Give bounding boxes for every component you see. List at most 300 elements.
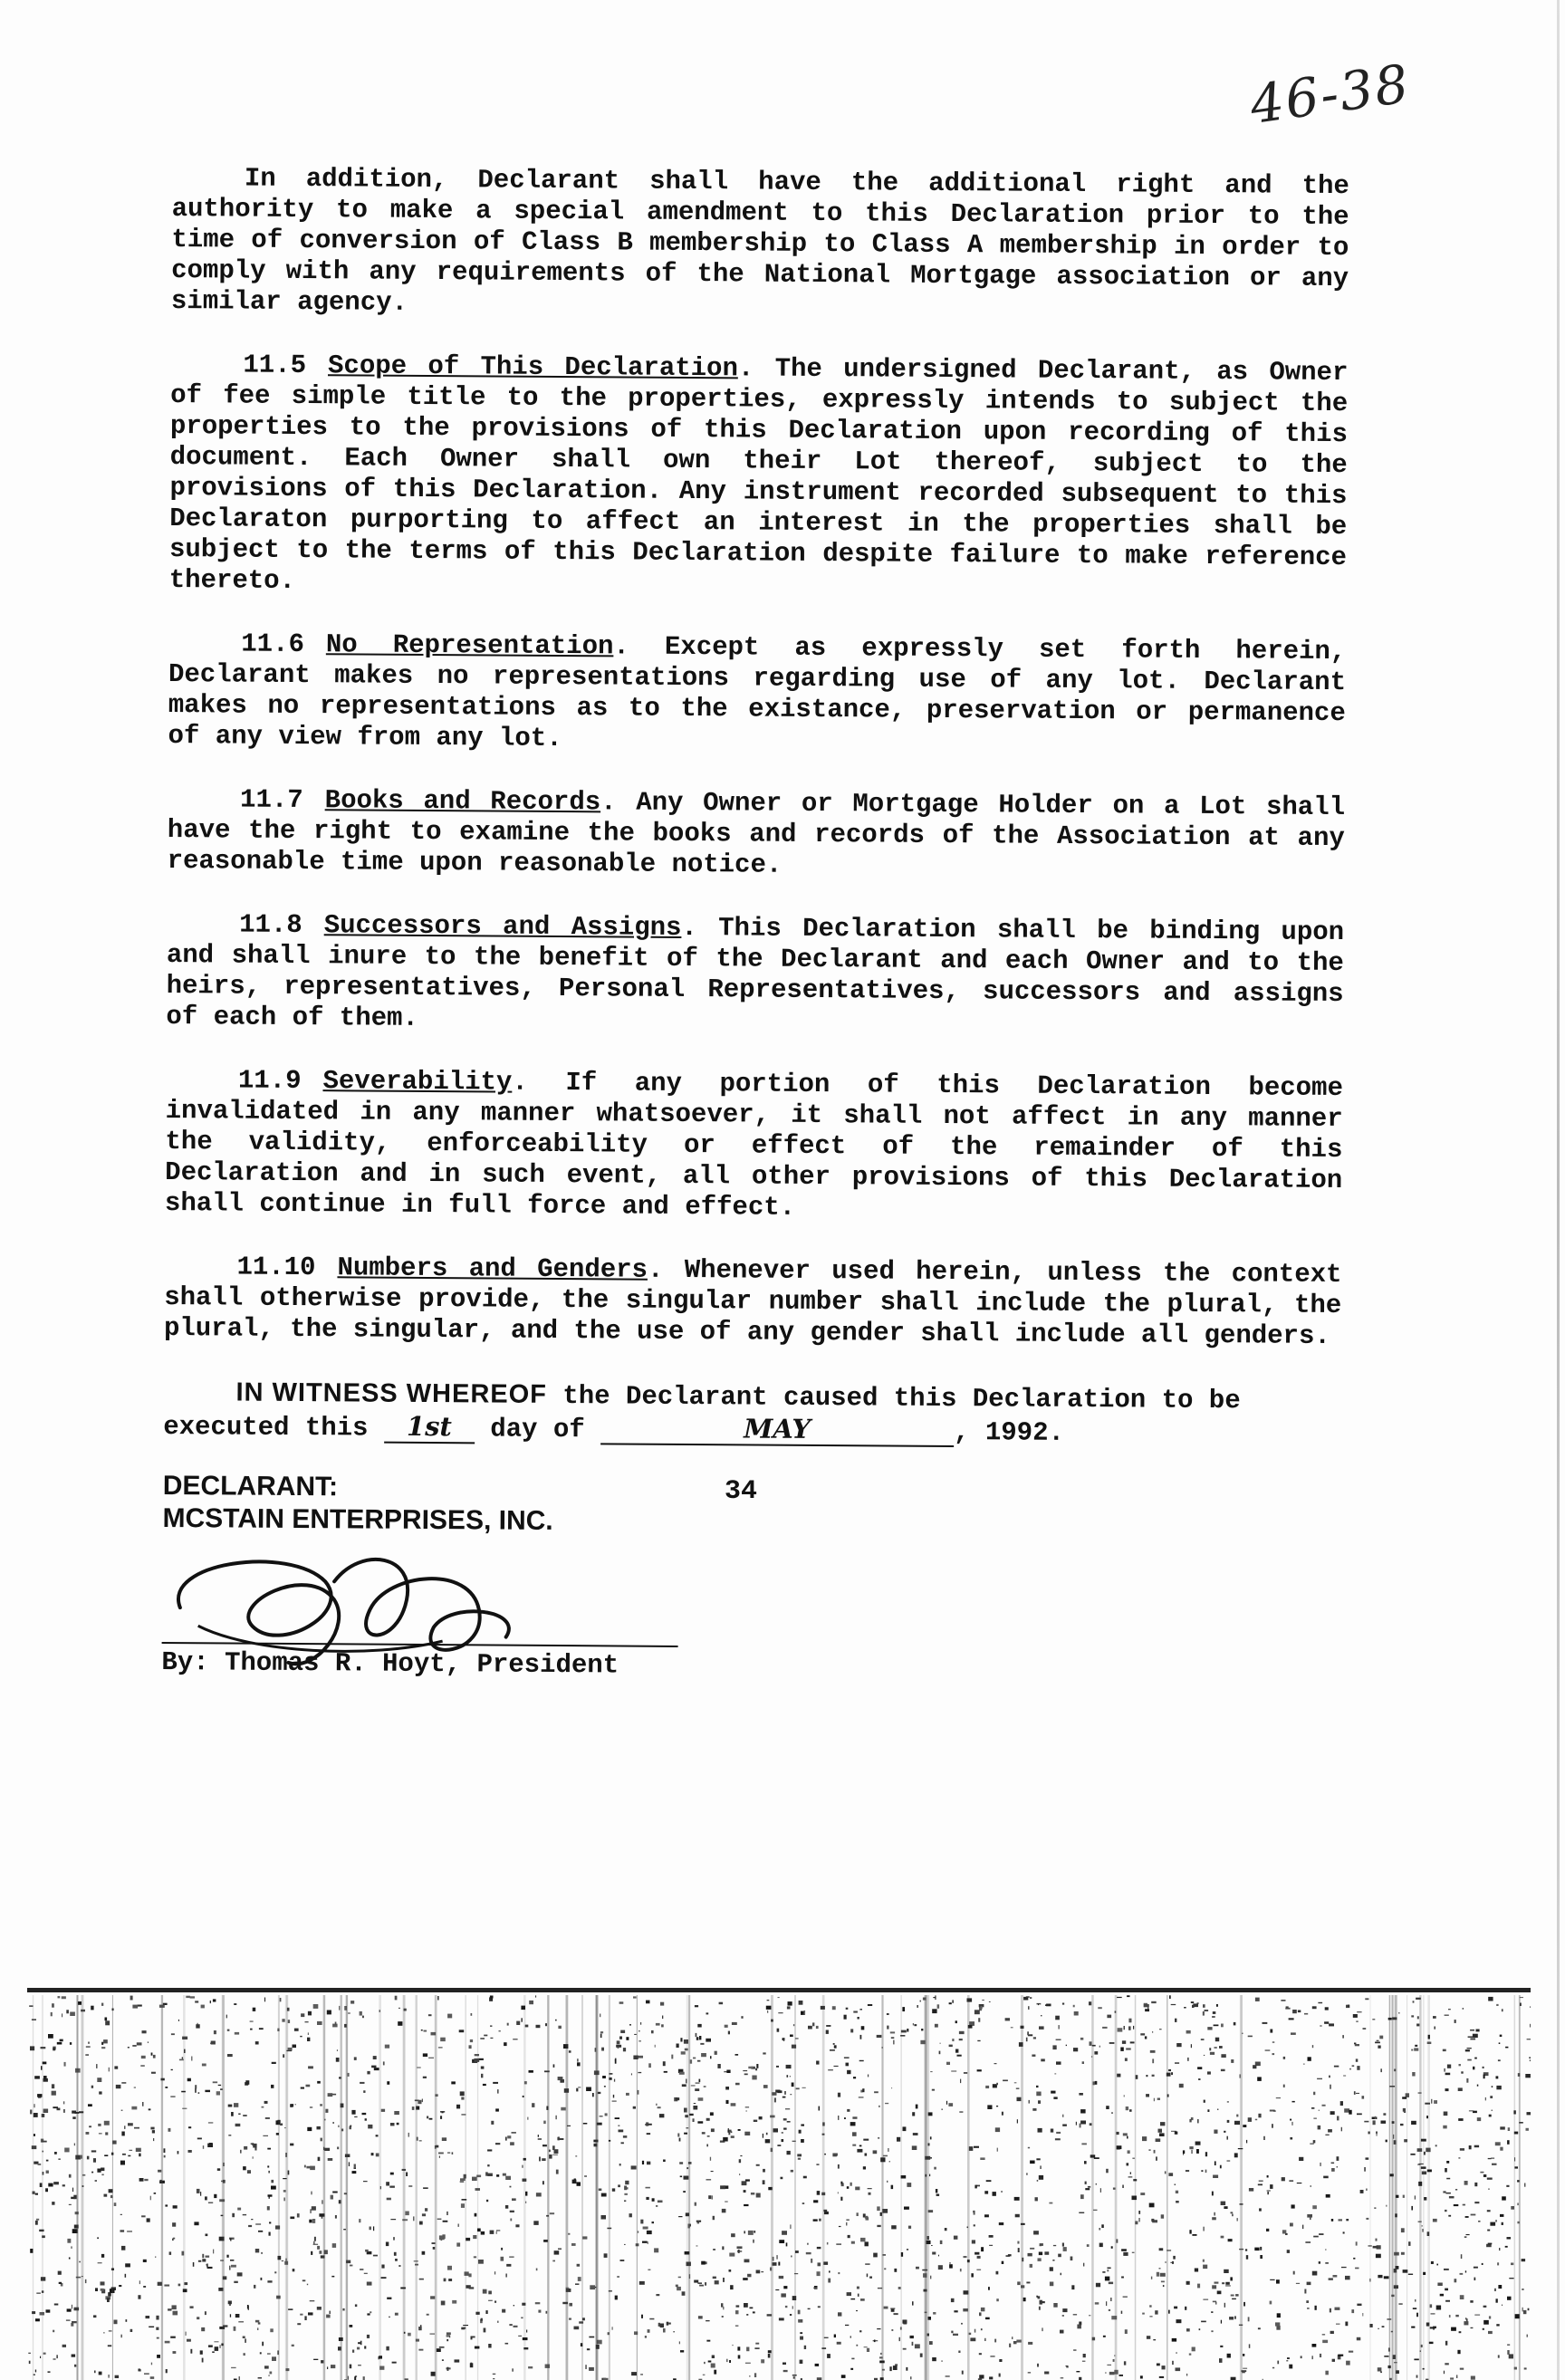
noise-speck: [860, 2238, 866, 2241]
noise-speck: [1160, 2273, 1166, 2277]
noise-speck: [775, 2289, 779, 2290]
noise-speck: [172, 2222, 176, 2227]
noise-speck: [601, 2048, 604, 2051]
noise-speck: [577, 2062, 581, 2066]
noise-speck: [1260, 2247, 1262, 2250]
noise-speck: [1330, 2111, 1335, 2115]
noise-speck: [1458, 2157, 1460, 2158]
noise-speck: [891, 2087, 892, 2088]
noise-speck: [1012, 2337, 1013, 2339]
noise-speck: [1160, 2122, 1165, 2126]
noise-speck: [264, 2101, 268, 2104]
noise-speck: [1253, 2065, 1256, 2068]
noise-speck: [696, 2082, 700, 2083]
noise-speck: [173, 2205, 178, 2208]
noise-streak: [900, 1995, 902, 2380]
noise-speck: [790, 2224, 791, 2229]
noise-speck: [1366, 2157, 1369, 2159]
noise-speck: [173, 2351, 177, 2354]
noise-speck: [834, 2045, 837, 2048]
noise-speck: [1509, 2354, 1513, 2358]
noise-speck: [1530, 2006, 1531, 2008]
noise-speck: [510, 2219, 512, 2222]
noise-speck: [857, 2212, 859, 2216]
noise-speck: [255, 2041, 259, 2044]
noise-speck: [798, 2310, 801, 2315]
noise-speck: [1083, 2263, 1084, 2267]
noise-speck: [658, 2106, 661, 2108]
noise-speck: [984, 2338, 985, 2341]
noise-speck: [1080, 2038, 1083, 2040]
noise-speck: [1378, 2367, 1382, 2371]
noise-speck: [1488, 2189, 1490, 2190]
noise-speck: [202, 2358, 204, 2363]
noise-speck: [721, 2303, 723, 2307]
noise-speck: [164, 2155, 166, 2158]
noise-speck: [955, 2049, 958, 2053]
noise-speck: [884, 2307, 888, 2309]
noise-speck: [1217, 2291, 1222, 2295]
noise-speck: [365, 2250, 369, 2252]
noise-speck: [1162, 2366, 1166, 2369]
noise-speck: [1214, 2130, 1217, 2134]
noise-speck: [613, 2095, 614, 2098]
noise-speck: [1282, 2177, 1285, 2181]
noise-speck: [1159, 2376, 1164, 2378]
noise-speck: [1474, 2145, 1479, 2148]
noise-speck: [1325, 2007, 1329, 2010]
noise-speck: [873, 2150, 878, 2154]
noise-speck: [1207, 2071, 1211, 2074]
noise-speck: [1353, 2258, 1355, 2260]
noise-speck: [756, 2164, 760, 2166]
noise-speck: [907, 2029, 908, 2032]
noise-speck: [1227, 2136, 1228, 2140]
noise-speck: [1023, 2298, 1026, 2301]
noise-speck: [1329, 2023, 1334, 2026]
noise-speck: [1071, 2285, 1074, 2289]
noise-speck: [997, 2148, 998, 2152]
noise-speck: [217, 2168, 220, 2171]
noise-speck: [1524, 2367, 1527, 2369]
noise-speck: [43, 2076, 47, 2079]
noise-speck: [35, 2318, 40, 2321]
noise-speck: [1189, 2119, 1191, 2123]
noise-speck: [776, 2066, 779, 2068]
section-heading: Books and Records: [324, 785, 601, 818]
noise-speck: [959, 2111, 963, 2112]
noise-speck: [889, 2366, 891, 2371]
noise-speck: [125, 2274, 127, 2278]
noise-speck: [930, 2136, 932, 2139]
noise-speck: [1312, 2344, 1317, 2347]
noise-speck: [975, 2329, 976, 2333]
noise-speck: [1320, 2354, 1321, 2357]
noise-speck: [1436, 2264, 1438, 2266]
noise-speck: [1212, 2217, 1216, 2220]
noise-speck: [982, 2000, 984, 2001]
noise-speck: [293, 2269, 295, 2271]
noise-streak: [688, 1995, 690, 2380]
noise-speck: [1119, 2375, 1124, 2376]
noise-speck: [468, 2273, 471, 2277]
noise-speck: [1416, 2313, 1418, 2318]
noise-speck: [148, 2042, 149, 2043]
noise-speck: [804, 2346, 806, 2349]
noise-speck: [282, 2019, 284, 2022]
noise-speck: [1152, 2059, 1154, 2063]
noise-speck: [787, 2121, 791, 2123]
noise-speck: [86, 2046, 91, 2048]
noise-speck: [912, 2342, 914, 2346]
noise-speck: [798, 2158, 801, 2160]
noise-speck: [1374, 2207, 1376, 2209]
noise-speck: [830, 2049, 835, 2051]
noise-speck: [1464, 2181, 1468, 2185]
noise-speck: [694, 2280, 698, 2283]
noise-speck: [679, 2162, 683, 2164]
noise-speck: [1490, 2222, 1495, 2226]
noise-speck: [397, 2123, 399, 2126]
noise-speck: [1307, 2282, 1311, 2286]
noise-speck: [768, 2354, 771, 2358]
noise-speck: [227, 2030, 230, 2031]
page-number: 34: [725, 1476, 758, 1507]
noise-speck: [338, 2126, 339, 2127]
noise-speck: [1351, 2309, 1354, 2313]
noise-speck: [1408, 2241, 1410, 2246]
noise-speck: [1414, 2359, 1418, 2361]
noise-speck: [243, 2214, 246, 2215]
noise-speck: [1168, 2310, 1170, 2314]
noise-speck: [642, 2241, 648, 2243]
noise-speck: [422, 2251, 426, 2255]
noise-speck: [1467, 2059, 1472, 2061]
noise-speck: [32, 2019, 36, 2020]
noise-speck: [744, 2190, 746, 2193]
noise-speck: [752, 2076, 756, 2080]
noise-speck: [865, 2263, 869, 2265]
noise-speck: [803, 2176, 807, 2179]
noise-speck: [1415, 2299, 1416, 2302]
noise-speck: [981, 2006, 983, 2009]
noise-speck: [1488, 2331, 1493, 2334]
noise-speck: [851, 2241, 855, 2244]
noise-speck: [891, 2037, 895, 2039]
noise-speck: [538, 2310, 541, 2313]
noise-speck: [840, 2197, 842, 2201]
noise-speck: [226, 2255, 228, 2258]
noise-speck: [1082, 2361, 1086, 2362]
noise-speck: [1356, 2059, 1359, 2061]
noise-speck: [1125, 2329, 1128, 2334]
noise-speck: [1126, 2106, 1128, 2110]
noise-speck: [371, 2153, 374, 2155]
noise-speck: [816, 2061, 819, 2065]
noise-speck: [746, 2110, 747, 2111]
noise-speck: [824, 2212, 829, 2214]
noise-speck: [1342, 2035, 1343, 2039]
noise-speck: [1340, 2101, 1343, 2106]
section-number: 11.8: [239, 909, 302, 941]
noise-speck: [480, 2038, 485, 2039]
noise-speck: [908, 2226, 911, 2229]
noise-speck: [1496, 2086, 1501, 2089]
noise-speck: [339, 2006, 340, 2011]
noise-speck: [915, 2344, 920, 2348]
noise-speck: [1446, 2161, 1449, 2164]
noise-speck: [1346, 2219, 1349, 2221]
noise-speck: [1189, 2230, 1191, 2233]
noise-speck: [859, 2009, 862, 2010]
noise-speck: [1084, 2161, 1087, 2164]
noise-speck: [526, 2330, 527, 2333]
noise-speck: [1032, 2108, 1036, 2111]
noise-speck: [569, 2318, 571, 2320]
noise-speck: [800, 2332, 802, 2334]
noise-speck: [623, 2048, 626, 2051]
noise-speck: [1304, 2013, 1308, 2015]
noise-speck: [535, 2302, 541, 2304]
noise-speck: [1302, 2225, 1303, 2230]
noise-speck: [913, 2133, 918, 2135]
noise-speck: [1227, 2120, 1230, 2123]
noise-speck: [786, 2242, 788, 2246]
noise-speck: [85, 2054, 89, 2056]
noise-speck: [710, 2056, 712, 2059]
noise-speck: [430, 2296, 435, 2298]
noise-speck: [509, 2324, 512, 2326]
noise-speck: [1062, 2115, 1063, 2117]
noise-speck: [1248, 2036, 1253, 2038]
noise-speck: [706, 2118, 710, 2121]
noise-speck: [1364, 2121, 1368, 2123]
noise-streak: [566, 1995, 569, 2380]
noise-speck: [518, 2336, 522, 2337]
noise-speck: [1474, 2278, 1476, 2280]
noise-speck: [88, 2104, 92, 2106]
noise-speck: [883, 2155, 888, 2157]
noise-speck: [349, 2162, 350, 2166]
noise-speck: [69, 2258, 71, 2260]
noise-speck: [1212, 2192, 1214, 2196]
noise-speck: [1183, 2150, 1185, 2154]
noise-speck: [395, 1996, 398, 2001]
noise-speck: [1071, 2257, 1073, 2261]
noise-speck: [1062, 2308, 1067, 2312]
scan-edge: [1557, 0, 1560, 2380]
noise-speck: [861, 2026, 865, 2030]
noise-speck: [360, 2011, 362, 2016]
noise-speck: [91, 2172, 93, 2174]
noise-speck: [1219, 2046, 1223, 2049]
noise-speck: [251, 2143, 254, 2145]
noise-speck: [1357, 2337, 1361, 2341]
noise-speck: [360, 2082, 364, 2084]
noise-speck: [737, 2346, 740, 2350]
noise-speck: [1205, 2170, 1207, 2174]
noise-speck: [695, 2005, 698, 2007]
noise-speck: [1128, 2176, 1133, 2177]
noise-speck: [1299, 2157, 1303, 2161]
noise-speck: [96, 2064, 97, 2068]
noise-speck: [941, 2109, 943, 2110]
noise-speck: [198, 2092, 200, 2094]
noise-speck: [271, 2085, 274, 2088]
noise-speck: [268, 2171, 270, 2174]
noise-speck: [30, 2046, 34, 2050]
noise-speck: [475, 2054, 479, 2056]
noise-speck: [1255, 1998, 1260, 2001]
noise-speck: [1234, 2022, 1236, 2026]
noise-speck: [304, 2316, 306, 2320]
noise-speck: [1096, 2283, 1100, 2288]
noise-speck: [187, 2339, 191, 2342]
noise-speck: [582, 2236, 587, 2239]
noise-speck: [1184, 2007, 1186, 2009]
noise-speck: [1476, 2030, 1480, 2032]
noise-speck: [1168, 2173, 1173, 2176]
section-11-5: [169, 350, 1349, 604]
noise-speck: [604, 2253, 608, 2258]
noise-speck: [1056, 2039, 1061, 2040]
noise-speck: [834, 2066, 839, 2067]
noise-speck: [1127, 2136, 1128, 2139]
noise-speck: [1186, 2170, 1189, 2172]
noise-speck: [272, 2062, 276, 2064]
noise-speck: [1275, 2322, 1280, 2326]
noise-speck: [1087, 2244, 1090, 2247]
noise-speck: [869, 2193, 871, 2195]
noise-speck: [231, 2367, 236, 2368]
noise-speck: [536, 2269, 538, 2271]
noise-speck: [680, 2350, 684, 2352]
noise-speck: [229, 2238, 235, 2240]
noise-speck: [1204, 2100, 1205, 2103]
noise-speck: [859, 2330, 861, 2332]
noise-speck: [267, 2165, 269, 2167]
noise-speck: [1445, 2073, 1451, 2076]
noise-speck: [850, 2122, 856, 2126]
noise-speck: [146, 2316, 150, 2318]
noise-speck: [569, 2050, 571, 2053]
noise-speck: [1156, 2138, 1161, 2142]
noise-speck: [250, 2029, 253, 2030]
noise-speck: [782, 2097, 786, 2098]
noise-speck: [1267, 2175, 1269, 2178]
noise-speck: [678, 2277, 681, 2279]
noise-speck: [132, 2045, 136, 2047]
noise-speck: [868, 2188, 872, 2189]
noise-speck: [583, 2123, 588, 2125]
noise-speck: [429, 2118, 433, 2120]
noise-speck: [1232, 2298, 1236, 2299]
noise-speck: [1258, 2184, 1263, 2186]
noise-speck: [93, 2158, 96, 2163]
section-heading: Numbers and Genders: [337, 1252, 648, 1285]
noise-speck: [1455, 2189, 1457, 2190]
section-11-6: [168, 629, 1346, 760]
noise-speck: [124, 2126, 126, 2129]
noise-speck: [348, 2013, 350, 2014]
noise-speck: [350, 2265, 353, 2267]
noise-speck: [1201, 2039, 1205, 2040]
noise-speck: [168, 2308, 171, 2310]
noise-speck: [297, 2213, 300, 2217]
noise-speck: [1487, 2178, 1493, 2180]
noise-speck: [575, 2283, 579, 2285]
noise-streak: [76, 1995, 78, 2380]
noise-speck: [1464, 2236, 1467, 2238]
noise-speck: [705, 2282, 706, 2286]
noise-speck: [107, 2298, 110, 2302]
noise-speck: [542, 2181, 544, 2184]
noise-speck: [1008, 2254, 1012, 2256]
noise-speck: [1313, 2092, 1315, 2096]
noise-speck: [1260, 2255, 1263, 2259]
noise-speck: [898, 2287, 901, 2289]
noise-speck: [838, 2164, 840, 2169]
noise-speck: [1161, 2214, 1164, 2218]
noise-speck: [64, 2148, 69, 2153]
noise-speck: [710, 2157, 711, 2161]
noise-speck: [1322, 2105, 1326, 2106]
noise-speck: [1373, 2120, 1376, 2125]
noise-speck: [954, 2310, 957, 2312]
noise-speck: [1050, 2267, 1053, 2271]
noise-speck: [109, 2068, 110, 2072]
noise-speck: [288, 2048, 293, 2051]
noise-streak: [1392, 1995, 1394, 2380]
noise-speck: [1176, 2367, 1181, 2371]
noise-speck: [101, 2003, 103, 2006]
noise-speck: [71, 2323, 73, 2327]
noise-speck: [103, 2332, 104, 2333]
noise-speck: [833, 2154, 838, 2156]
noise-speck: [191, 2057, 192, 2061]
noise-speck: [459, 2030, 465, 2032]
noise-speck: [1267, 2190, 1271, 2191]
noise-speck: [1243, 2368, 1247, 2369]
noise-speck: [238, 2321, 244, 2322]
noise-speck: [1037, 2180, 1039, 2182]
noise-speck: [1263, 2022, 1268, 2024]
noise-speck: [104, 2194, 108, 2197]
noise-speck: [507, 2135, 511, 2138]
noise-speck: [292, 2345, 294, 2346]
noise-speck: [1231, 2295, 1234, 2297]
noise-speck: [367, 2282, 372, 2286]
noise-speck: [658, 2201, 663, 2203]
noise-speck: [1103, 2336, 1106, 2337]
noise-speck: [1126, 2048, 1131, 2049]
section-number: 11.6: [241, 629, 305, 660]
noise-speck: [681, 2051, 686, 2054]
noise-speck: [1170, 2262, 1173, 2263]
noise-speck: [389, 2186, 395, 2188]
noise-speck: [67, 2239, 71, 2243]
noise-speck: [586, 2087, 591, 2092]
noise-speck: [1499, 2248, 1500, 2250]
noise-speck: [1489, 2316, 1491, 2318]
noise-speck: [558, 2026, 562, 2029]
noise-speck: [1467, 2048, 1472, 2049]
noise-speck: [827, 2242, 829, 2245]
noise-speck: [71, 2246, 72, 2249]
noise-speck: [423, 2077, 427, 2078]
noise-speck: [981, 2328, 983, 2330]
noise-speck: [612, 2327, 613, 2329]
